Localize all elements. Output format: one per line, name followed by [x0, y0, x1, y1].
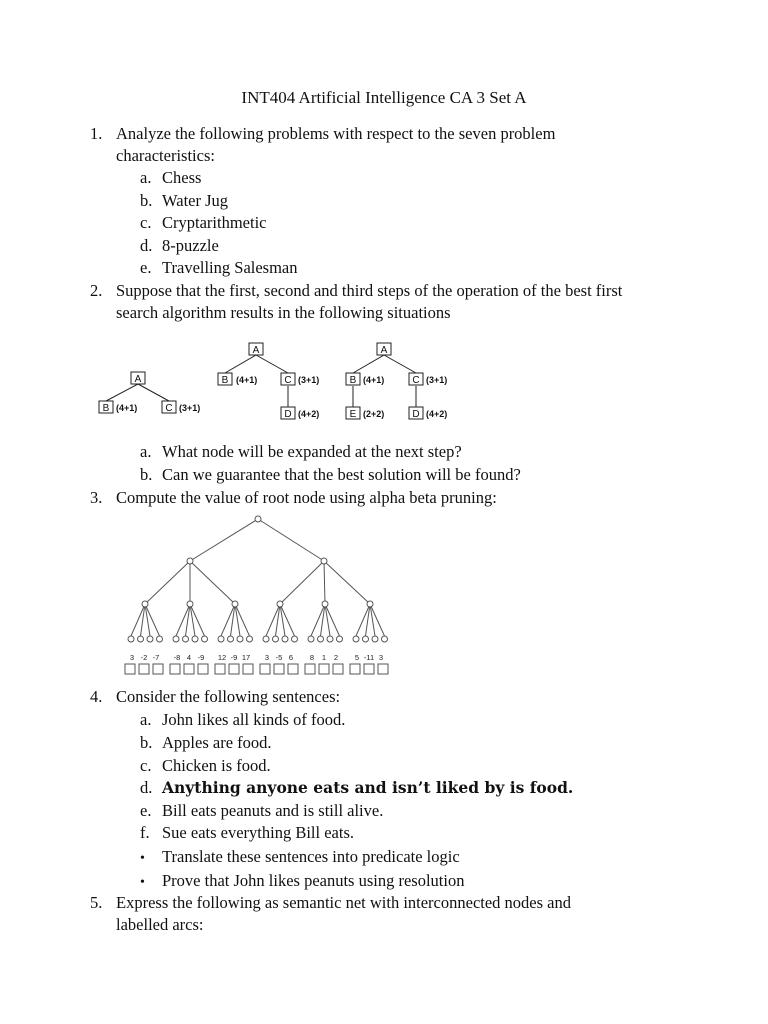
leaf-value: 6 [288, 653, 294, 662]
item-text: Cryptarithmetic [162, 213, 267, 232]
answer-box [229, 664, 239, 674]
leaf-node [157, 636, 163, 642]
leaf-node [263, 636, 269, 642]
leaf-node [353, 636, 359, 642]
question-text-line1: Analyze the following problems with respect to the seven problem [116, 124, 556, 143]
item-letter: d. [140, 235, 153, 255]
node-value: (3+1) [426, 375, 448, 385]
item-text: Prove that John likes peanuts using resolution [162, 871, 465, 890]
item-letter: e. [140, 258, 152, 277]
answer-box [333, 664, 343, 674]
tree-edge [280, 561, 324, 604]
question-text-line2: search algorithm results in the following situations [116, 303, 451, 322]
leaf-node [218, 636, 224, 642]
best-first-search-diagram [0, 335, 768, 435]
leaf-node [363, 636, 369, 642]
leaf-value: 3 [378, 653, 384, 662]
list-item [140, 732, 272, 754]
question-1 [90, 123, 730, 167]
item-text: Apples are food. [162, 733, 272, 752]
node-label: C [165, 403, 173, 414]
root-node [255, 516, 261, 522]
tree-edge [324, 561, 370, 604]
node-label: E [349, 409, 357, 420]
list-item [140, 464, 521, 486]
leaf-value: 17 [241, 653, 251, 662]
question-number: 2. [90, 281, 103, 300]
item-letter: b. [140, 733, 153, 752]
leaf-node [318, 636, 324, 642]
max-node [232, 601, 238, 607]
node-value: (4+2) [426, 409, 448, 419]
leaf-value: 8 [309, 653, 315, 662]
question-text: Compute the value of root node using alpha beta pruning: [116, 488, 497, 507]
item-text: Chicken is food. [162, 756, 271, 775]
answer-box [170, 664, 180, 674]
leaf-node [273, 636, 279, 642]
list-item [140, 235, 219, 257]
leaf-value: -7 [152, 653, 160, 662]
leaf-value: 3 [129, 653, 135, 662]
node-value: (4+1) [116, 403, 138, 413]
answer-box [319, 664, 329, 674]
item-text: Sue eats everything Bill eats. [162, 823, 354, 842]
leaf-node [382, 636, 388, 642]
leaf-value: 2 [333, 653, 339, 662]
item-text: Water Jug [162, 190, 229, 210]
list-item [140, 257, 298, 279]
node-label: D [412, 409, 420, 420]
tree-edge [190, 561, 235, 604]
question-5 [90, 892, 740, 936]
node-value: (4+1) [363, 375, 385, 385]
list-item [140, 800, 383, 822]
leaf-node [173, 636, 179, 642]
bullet-icon: • [140, 851, 145, 866]
list-item [140, 709, 345, 731]
question-2 [90, 280, 740, 324]
leaf-value: -2 [140, 653, 148, 662]
leaf-value: 5 [354, 653, 360, 662]
bullet-item [140, 870, 464, 894]
node-label: A [252, 345, 260, 356]
leaf-node [228, 636, 234, 642]
answer-box [305, 664, 315, 674]
item-letter: d. [140, 778, 153, 797]
leaf-value: 1 [321, 653, 327, 662]
node-value: (4+1) [236, 375, 258, 385]
question-number: 5. [90, 893, 103, 912]
min-node [321, 558, 327, 564]
node-label: C [284, 375, 292, 386]
tree-edge [145, 561, 190, 604]
bullet-icon: • [140, 875, 145, 890]
node-label: B [349, 375, 357, 386]
leaf-node [237, 636, 243, 642]
leaf-node [247, 636, 253, 642]
answer-box [378, 664, 388, 674]
list-item [140, 212, 266, 234]
leaf-node [337, 636, 343, 642]
answer-box [153, 664, 163, 674]
item-text: John likes all kinds of food. [162, 710, 346, 729]
leaf-value: -8 [173, 653, 181, 662]
item-letter: b. [140, 465, 153, 484]
item-letter: a. [140, 442, 152, 461]
list-item [140, 167, 201, 189]
leaf-node [183, 636, 189, 642]
item-text: Translate these sentences into predicate logic [162, 847, 460, 866]
leaf-value: -5 [275, 653, 283, 662]
leaf-value: 3 [264, 653, 270, 662]
alpha-beta-game-tree [0, 510, 768, 680]
node-label: C [412, 375, 420, 386]
node-label: A [134, 374, 142, 385]
item-letter: a. [140, 168, 152, 187]
question-number: 3. [90, 488, 103, 507]
item-text: Travelling Salesman [162, 258, 298, 277]
leaf-value: 4 [186, 653, 192, 662]
answer-box [125, 664, 135, 674]
question-3 [90, 487, 740, 509]
max-node [142, 601, 148, 607]
answer-box [350, 664, 360, 674]
item-letter: a. [140, 710, 152, 729]
leaf-node [292, 636, 298, 642]
answer-box [260, 664, 270, 674]
leaf-value: 12 [217, 653, 227, 662]
question-number: 1. [90, 124, 103, 143]
leaf-node [202, 636, 208, 642]
item-letter: e. [140, 801, 152, 820]
leaf-node [282, 636, 288, 642]
answer-box [364, 664, 374, 674]
question-text-line2: characteristics: [116, 146, 215, 165]
max-node [277, 601, 283, 607]
leaf-node [372, 636, 378, 642]
list-item [140, 755, 271, 777]
leaf-value: -9 [197, 653, 205, 662]
node-label: B [221, 375, 229, 386]
max-node [367, 601, 373, 607]
question-text-line1: Suppose that the first, second and third steps of the operation of the best first [116, 281, 623, 300]
leaf-node [147, 636, 153, 642]
leaf-node [138, 636, 144, 642]
list-item [140, 190, 228, 212]
tree-edge [324, 561, 325, 604]
answer-box [243, 664, 253, 674]
question-text: Consider the following sentences: [116, 687, 341, 706]
max-node [322, 601, 328, 607]
node-label: A [380, 345, 388, 356]
item-letter: c. [140, 213, 152, 232]
node-value: (4+2) [298, 409, 320, 419]
item-letter: c. [140, 756, 152, 775]
question-text-line1: Express the following as semantic net with interconnected nodes and [116, 893, 571, 912]
question-4 [90, 686, 740, 708]
page-title: INT404 Artificial Intelligence CA 3 Set A [241, 88, 527, 107]
min-node [187, 558, 193, 564]
node-value: (2+2) [363, 409, 385, 419]
item-text: What node will be expanded at the next step? [162, 442, 462, 461]
bullet-item [140, 846, 460, 870]
answer-box [274, 664, 284, 674]
leaf-node [128, 636, 134, 642]
list-item [140, 777, 573, 799]
answer-box [139, 664, 149, 674]
item-text: Bill eats peanuts and is still alive. [162, 801, 384, 820]
item-text: 8-puzzle [162, 235, 219, 255]
answer-box [215, 664, 225, 674]
answer-box [198, 664, 208, 674]
leaf-value: -11 [363, 653, 375, 662]
tree-edge [258, 519, 324, 561]
answer-box [288, 664, 298, 674]
item-letter: b. [140, 190, 153, 210]
tree-edge [190, 519, 258, 561]
item-text: Can we guarantee that the best solution will be found? [162, 465, 521, 484]
max-node [187, 601, 193, 607]
leaf-node [192, 636, 198, 642]
node-label: B [102, 403, 110, 414]
question-text-line2: labelled arcs: [116, 915, 204, 934]
item-text: Anything anyone eats and isn’t liked by is food. [162, 778, 574, 797]
node-value: (3+1) [298, 375, 320, 385]
item-text: Chess [162, 168, 202, 187]
node-value: (3+1) [179, 403, 201, 413]
node-label: D [284, 409, 292, 420]
list-item [140, 822, 354, 844]
question-number: 4. [90, 687, 103, 706]
leaf-node [308, 636, 314, 642]
answer-box [184, 664, 194, 674]
item-letter: f. [140, 823, 150, 842]
list-item [140, 441, 462, 463]
leaf-value: -9 [230, 653, 238, 662]
leaf-node [327, 636, 333, 642]
